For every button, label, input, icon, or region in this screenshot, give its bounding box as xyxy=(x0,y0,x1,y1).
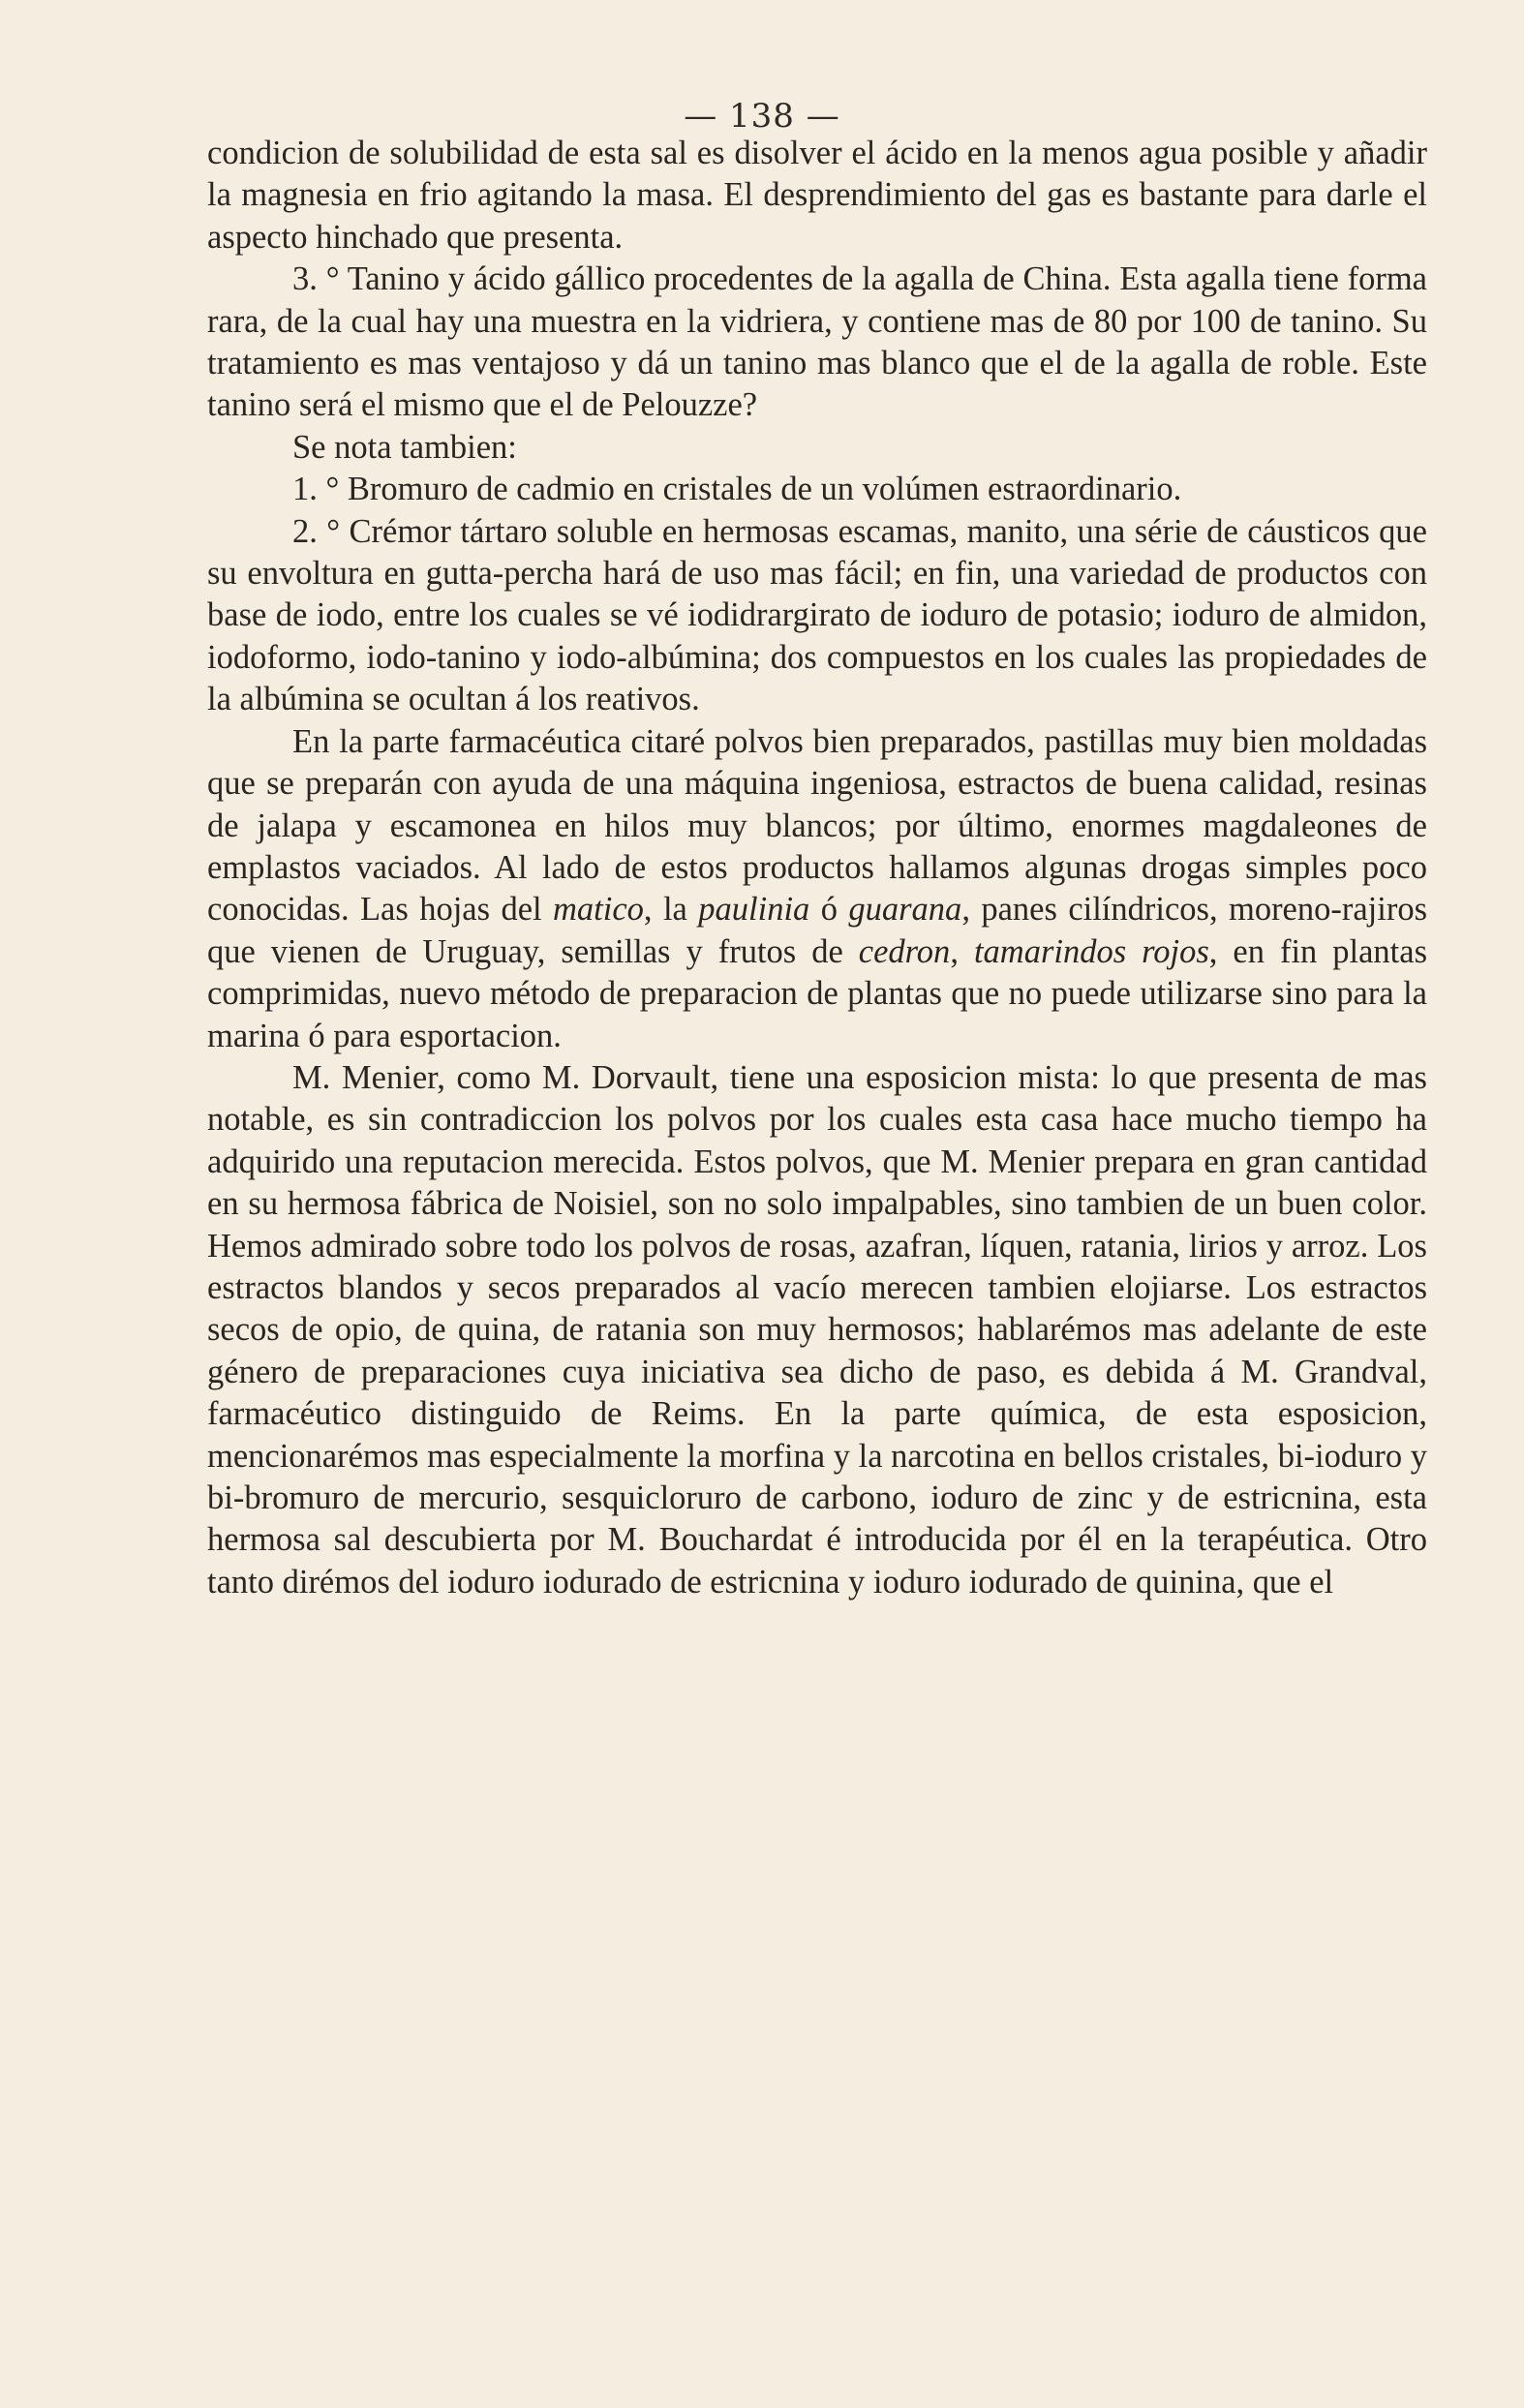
text-segment: En la parte farmacéutica citaré polvos bien preparados, pastillas muy bien moldadas que se preparán con ayuda de una máquina ingeniosa, estractos de buena calidad, resinas de jalapa y escamonea en hilos muy blancos; por último, enormes magdaleones de emplastos vaciados. Al lado de estos productos hallamos algunas drogas simples poco conocidas. Las hojas del xyxy=(207,722,1427,929)
italic-term-cedron: cedron xyxy=(858,932,951,970)
text-segment: , en fin plantas comprimidas, nuevo método de preparacion de plantas que no puede utilizarse sino para la marina ó para esportacion. xyxy=(207,932,1428,1054)
paragraph-menier: M. Menier, como M. Dorvault, tiene una esposicion mista: lo que presenta de mas notable, es sin contradiccion los polvos por los cuales esta casa hace mucho tiempo ha adquirido una reputacion merecida. Estos polvos, que M. Menier prepara en gran cantidad en su hermosa fábrica de Noisiel, son no solo impalpables, sino tambien de un buen color. Hemos admirado sobre todo los polvos de rosas, azafran, líquen, ratania, lirios y arroz. Los estractos blandos y secos preparados al vacío merecen tambien elojiarse. Los estractos secos de opio, de quina, de ratania son muy hermosos; hablarémos mas adelante de este género de preparaciones cuya iniciativa sea dicho de paso, es debida á M. Grandval, farmacéutico distinguido de Reims. En la parte química, de esta esposicion, mencionarémos mas especialmente la morfina y la narcotina en bellos cristales, bi-ioduro y bi-bromuro de mercurio, sesquicloruro de carbono, ioduro de zinc y de estricnina, esta hermosa sal descubierta por M. Bouchardat é introducida por él en la terapéutica. Otro tanto dirémos del ioduro iodurado de estricnina y ioduro iodurado de quinina, que el xyxy=(207,1058,1427,1600)
paragraph-tannin: 3. ° Tanino y ácido gállico procedentes de la agalla de China. Esta agalla tiene forma rara, de la cual hay una muestra en la vidriera, y contiene mas de 80 por 100 de tanino. Su tratamiento es mas ventajoso y dá un tanino mas blanco que el de la agalla de roble. Este tanino será el mismo que el de Pelouzze? xyxy=(207,260,1427,424)
paragraph-farmaceutica xyxy=(207,721,1427,1057)
text-segment: , xyxy=(950,932,974,970)
italic-term-paulinia: paulinia xyxy=(698,891,810,929)
paragraph-bromuro: 1. ° Bromuro de cadmio en cristales de un volúmen estraordinario. xyxy=(292,471,1182,508)
italic-term-guarana: guarana xyxy=(848,891,962,929)
page-number: — 138 — xyxy=(684,97,840,136)
text-segment: , panes cilíndricos, moreno-rajiros que vienen de Uruguay, semillas y frutos de xyxy=(207,891,1427,970)
paragraph-solubility: condicion de solubilidad de esta sal es disolver el ácido en la menos agua posible y añadir la magnesia en frio agitando la masa. El desprendimiento del gas es bastante para darle el aspecto hinchado que presenta. xyxy=(207,135,1427,256)
italic-term-matico: matico xyxy=(553,891,644,929)
paragraph-se-nota: Se nota tambien: xyxy=(292,428,517,466)
italic-term-tamarindos: tamarindos rojos xyxy=(973,932,1209,970)
text-segment: ó xyxy=(809,891,849,929)
body-text xyxy=(207,133,1427,1603)
text-segment: , la xyxy=(643,891,699,929)
paragraph-cremor: 2. ° Crémor tártaro soluble en hermosas escamas, manito, una série de cáusticos que su envoltura en gutta-percha hará de uso mas fácil; en fin, una variedad de productos con base de iodo, entre los cuales se vé iodidrargirato de ioduro de potasio; ioduro de almidon, iodoformo, iodo-tanino y iodo-albúmina; dos compuestos en los cuales las propiedades de la albúmina se ocultan á los reativos. xyxy=(207,512,1427,718)
